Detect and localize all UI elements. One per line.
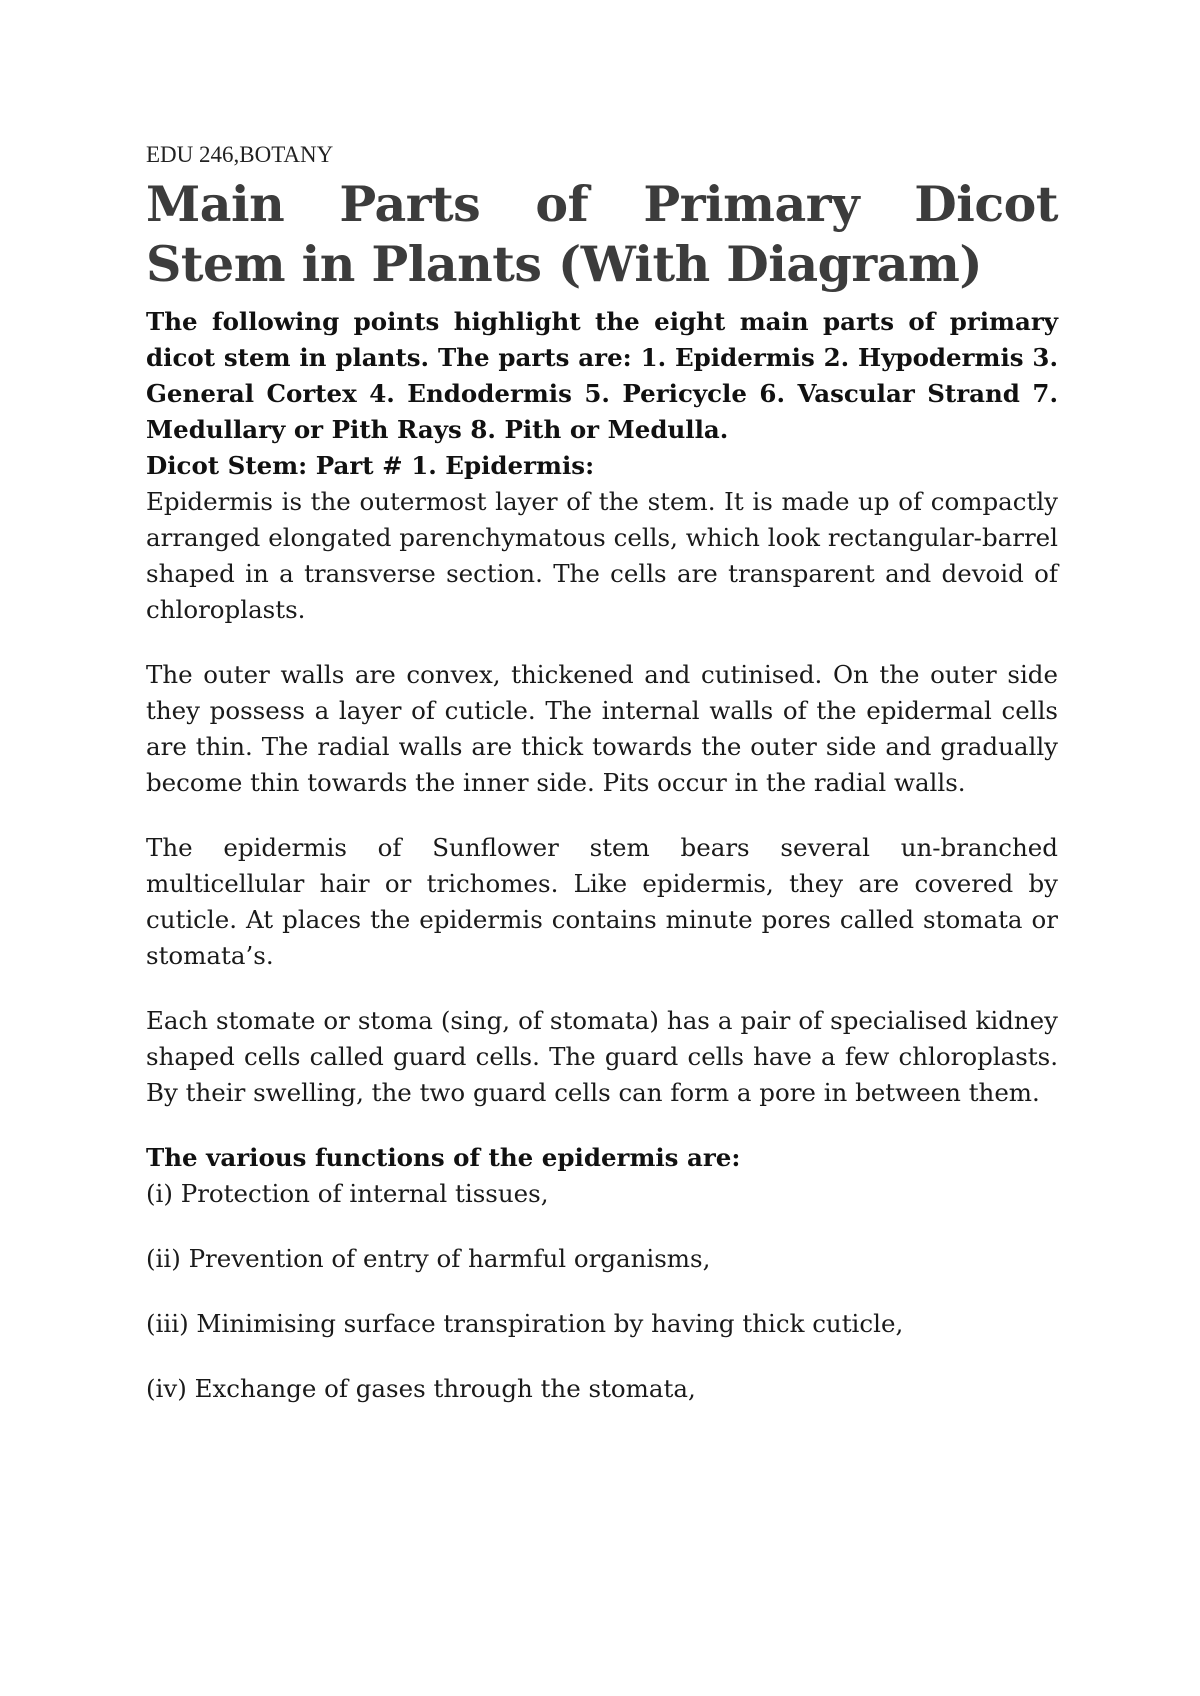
function-item-3: (iii) Minimising surface transpiration by having thick cuticle, <box>146 1309 904 1338</box>
function-item-1: (i) Protection of internal tissues, <box>146 1179 549 1208</box>
body-paragraph-1: Epidermis is the outermost layer of the stem. It is made up of compactly arranged elongated parenchymatous cells, which look rectangular-barrel shaped in a transverse section. The cells are transparent and devoid of chloroplasts. <box>146 487 1058 624</box>
document-title: Main Parts of Primary Dicot Stem in Plants (With Diagram) <box>146 175 1058 293</box>
intro-paragraph: The following points highlight the eight main parts of primary dicot stem in plants. The parts are: 1. Epidermis 2. Hypodermis 3. General Cortex 4. Endodermis 5. Pericycle 6. Vascular Strand 7. Medullary or Pith Rays 8. Pith or Medulla. <box>146 307 1058 444</box>
functions-heading: The various functions of the epidermis are: <box>146 1143 741 1172</box>
section-heading: Dicot Stem: Part # 1. Epidermis: <box>146 451 595 480</box>
body-paragraph-3: The epidermis of Sunflower stem bears several un-branched multicellular hair or trichomes. Like epidermis, they are covered by cuticle. At places the epidermis contains minute pores called stomata or stomata’s. <box>146 833 1058 970</box>
body-paragraph-4: Each stomate or stoma (sing, of stomata) has a pair of specialised kidney shaped cells called guard cells. The guard cells have a few chloroplasts. By their swelling, the two guard cells can form a pore in between them. <box>146 1006 1058 1107</box>
function-item-2: (ii) Prevention of entry of harmful organisms, <box>146 1244 711 1273</box>
function-item-4: (iv) Exchange of gases through the stomata, <box>146 1374 696 1403</box>
body-paragraph-2: The outer walls are convex, thickened and cutinised. On the outer side they possess a layer of cuticle. The internal walls of the epidermal cells are thin. The radial walls are thick towards the outer side and gradually become thin towards the inner side. Pits occur in the radial walls. <box>146 660 1058 797</box>
course-label: EDU 246,BOTANY <box>146 142 334 167</box>
document-page <box>146 140 1058 1436</box>
